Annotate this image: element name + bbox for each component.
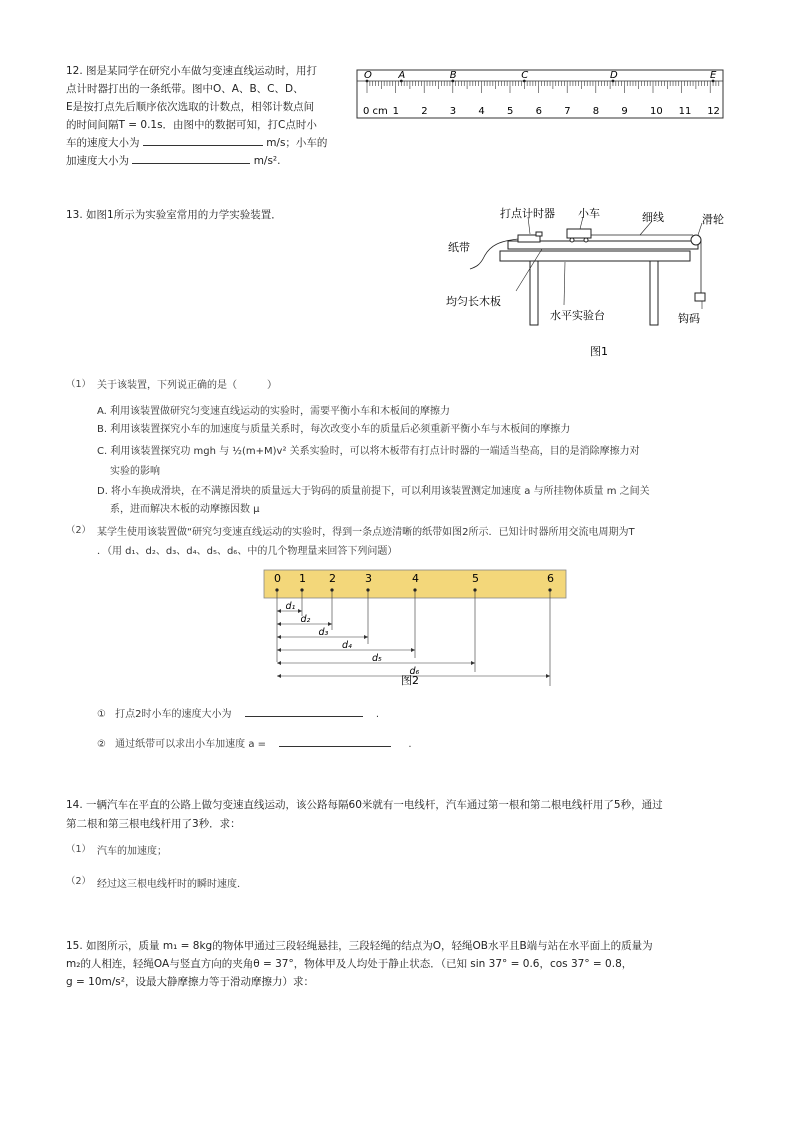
q13-option-a[interactable]: A. 利用该装置做研究匀变速直线运动的实验时，需要平衡小车和木板间的摩擦力 <box>97 406 451 417</box>
q12-velocity-blank[interactable] <box>143 134 263 146</box>
pulley-wheel <box>691 235 701 245</box>
ruler-number: 6 <box>535 106 542 117</box>
label-weight: 钩码 <box>678 312 700 325</box>
arrow-head <box>277 648 281 652</box>
q13-sub1-blank[interactable] <box>245 705 363 717</box>
arrow-head <box>277 609 281 613</box>
q13-sub2-text: 通过纸带可以求出小车加速度 a = <box>115 739 267 750</box>
ruler-point-label: E <box>710 70 717 81</box>
fig1-caption: 图1 <box>590 345 608 358</box>
q12-line2: 点计时器打出的一条纸带。图中O、A、B、C、D、 <box>66 83 304 95</box>
tape-point-label: 0 <box>274 572 281 585</box>
q13-sub2-end: . <box>408 739 412 750</box>
arrow-head <box>546 674 550 678</box>
q13-sub2-blank[interactable] <box>279 735 391 747</box>
tape-point-label: 6 <box>547 572 554 585</box>
cart-body <box>567 229 591 238</box>
ruler-number: 5 <box>507 106 514 117</box>
label-board: 均匀长木板 <box>446 295 501 308</box>
q12-line1: 12. 图是某同学在研究小车做匀变速直线运动时，用打 <box>66 65 318 77</box>
q12-line3: E是按打点先后顺序依次选取的计数点，相邻计数点间 <box>66 101 315 113</box>
ruler-number: 1 <box>392 106 399 117</box>
ruler-point-label: C <box>521 70 529 81</box>
ruler-number: 4 <box>478 106 485 117</box>
q15-line2: m₂的人相连，轻绳OA与竖直方向的夹角θ = 37°，物体甲及人均处于静止状态．（已知 sin 37° = 0.6，cos 37° = 0.8， <box>66 958 633 970</box>
q12-velocity-unit: m/s；小车的 <box>266 137 328 149</box>
q12-accel-prompt: 加速度大小为 <box>66 155 129 167</box>
ruler-point-label: A <box>398 70 406 81</box>
q15-line3: g = 10m/s²，设最大静摩擦力等于滑动摩擦力）求： <box>66 976 314 988</box>
label-timer: 打点计时器 <box>500 207 555 220</box>
label-cart: 小车 <box>578 207 600 220</box>
q13-option-c[interactable]: C. 利用该装置探究功 mgh 与 ½(m+M)v² 关系实验时，可以将木板带有打点计时器的一端适当垫高，目的是消除摩擦力对 <box>97 446 640 457</box>
label-tape: 纸带 <box>448 241 470 254</box>
dimension-label: d₆ <box>409 666 420 677</box>
q13-part2-line2: ．（用 d₁、d₂、d₃、d₄、d₅、d₆、中的几个物理量来回答下列问题） <box>97 546 398 557</box>
arrow-head <box>411 648 415 652</box>
q14-part2: 经过这三根电线杆时的瞬时速度． <box>97 879 247 890</box>
q12-accel-unit: m/s². <box>253 155 281 167</box>
ruler-number: 9 <box>621 106 628 117</box>
q13-figure2-tape <box>262 567 572 692</box>
ruler-point-label: B <box>449 70 457 81</box>
tape-point-label: 4 <box>412 572 419 585</box>
table-leg-left <box>530 261 538 325</box>
label-table: 水平实验台 <box>550 309 605 322</box>
q12-line5 <box>66 134 356 152</box>
q13-title: 13. 如图1所示为实验室常用的力学实验装置． <box>66 209 282 221</box>
dimension-label: d₂ <box>300 614 311 625</box>
label-pulley: 滑轮 <box>702 213 724 226</box>
ruler-number: 11 <box>678 106 692 117</box>
label-string: 细线 <box>642 211 664 224</box>
ruler-point-label: D <box>609 70 618 81</box>
ruler-number: 7 <box>564 106 571 117</box>
tape-point-label: 3 <box>365 572 372 585</box>
tape-point-label: 5 <box>472 572 479 585</box>
arrow-head <box>277 635 281 639</box>
hanging-weight <box>695 293 705 301</box>
q14-part1: 汽车的加速度； <box>97 846 167 857</box>
q13-option-d[interactable]: D. 将小车换成滑块，在不满足滑块的质量远大于钩码的质量前提下，可以利用该装置测定加速度 a 与所挂物体质量 m 之间关 <box>97 486 650 497</box>
arrow-head <box>277 622 281 626</box>
q13-sub2-mark: ② <box>97 739 106 750</box>
q13-sub1-end: . <box>375 709 380 720</box>
ruler-point-label: O <box>364 70 372 81</box>
arrow-head <box>471 661 475 665</box>
arrow-head <box>277 661 281 665</box>
q13-option-d-cont: 系，进而解决木板的动摩擦因数 μ <box>110 504 260 515</box>
arrow-head <box>328 622 332 626</box>
dimension-label: d₅ <box>372 653 382 664</box>
dimension-label: d₁ <box>285 601 296 612</box>
q12-line4: 的时间间隔T = 0.1s．由图中的数据可知，打C点时小 <box>66 119 317 131</box>
arrow-head <box>364 635 368 639</box>
q12-line6 <box>66 152 356 170</box>
ruler-number: 10 <box>650 106 663 117</box>
fig2-caption: 图2 <box>401 674 419 687</box>
q13-option-c-cont: 实验的影响 <box>110 466 160 477</box>
q14-part1-number: （1） <box>66 844 92 855</box>
dimension-label: d₃ <box>318 627 329 638</box>
q12-accel-blank[interactable] <box>132 152 250 164</box>
q13-sub1-text: 打点2时小车的速度大小为 <box>115 709 232 720</box>
tape-point-label: 2 <box>329 572 336 585</box>
q13-sub1 <box>97 705 379 724</box>
q13-sub1-mark: ① <box>97 709 106 720</box>
q15-line1: 15. 如图所示，质量 m₁ = 8kg的物体甲通过三段轻绳悬挂，三段轻绳的结点为O，轻绳OB水平且B端与站在水平面上的质量为 <box>66 940 653 952</box>
ruler-number: 3 <box>449 106 457 117</box>
ruler-unit-label: 0 cm <box>363 106 388 117</box>
table-top <box>500 251 690 261</box>
q13-part2-line1: 某学生使用该装置做“研究匀变速直线运动的实验时，得到一条点迹清晰的纸带如图2所示．已知计时器所用交流电周期为T <box>97 527 635 538</box>
q13-figure1 <box>440 205 730 365</box>
ruler-number: 2 <box>421 106 428 117</box>
q13-part2-number: （2） <box>66 525 92 536</box>
table-leg-right <box>650 261 658 325</box>
q14-line1: 14. 一辆汽车在平直的公路上做匀变速直线运动，该公路每隔60米就有一电线杆，汽车通过第一根和第二根电线杆用了5秒，通过 <box>66 799 663 811</box>
tape-point-label: 1 <box>299 572 306 585</box>
q13-part1-stem: 关于该装置，下列说正确的是（ ） <box>97 380 277 391</box>
q12-text <box>66 62 356 170</box>
q12-ruler-figure <box>355 62 727 120</box>
q12-velocity-prompt: 车的速度大小为 <box>66 137 140 149</box>
arrow-head <box>298 609 302 613</box>
ruler-number: 8 <box>592 106 600 117</box>
dimension-label: d₄ <box>342 640 352 651</box>
q14-part2-number: （2） <box>66 876 92 887</box>
q13-part1-number: （1） <box>66 379 92 390</box>
ruler-number: 12 <box>707 106 720 117</box>
q14-line2: 第二根和第三根电线杆用了3秒．求： <box>66 818 241 830</box>
q13-sub2 <box>97 735 412 754</box>
arrow-head <box>277 674 281 678</box>
q13-option-b[interactable]: B. 利用该装置探究小车的加速度与质量关系时，每次改变小车的质量后必须重新平衡小车与木板间的摩擦力 <box>97 424 571 435</box>
